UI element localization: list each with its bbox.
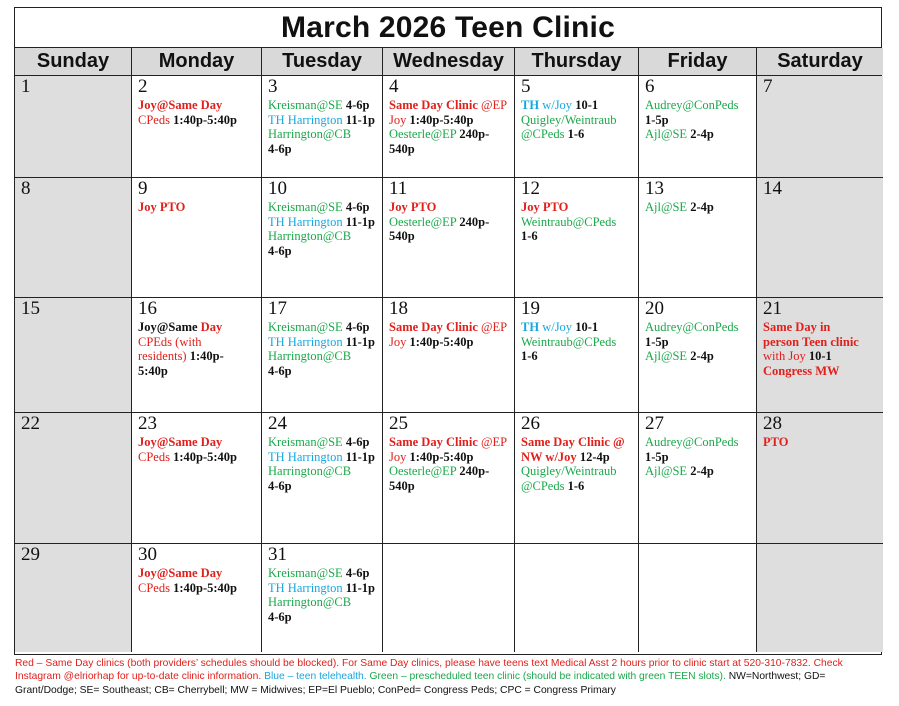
schedule-entry-line bbox=[268, 435, 378, 450]
entry-text: 11-1p bbox=[345, 214, 375, 229]
schedule-entry-line bbox=[268, 200, 378, 215]
entry-text: TH Harrington bbox=[268, 214, 346, 229]
entry-text: 4-6p bbox=[345, 435, 370, 449]
schedule-entry-line bbox=[521, 349, 634, 364]
day-cell-21 bbox=[757, 298, 883, 413]
day-number: 24 bbox=[268, 413, 287, 434]
schedule-entry-line bbox=[268, 244, 378, 259]
entry-text: 1-6 bbox=[567, 478, 585, 493]
entry-text: 240p- bbox=[459, 214, 490, 229]
schedule-entry-line bbox=[389, 127, 510, 142]
day-cell-25 bbox=[383, 413, 515, 544]
entry-text: Same Day Clinic bbox=[389, 320, 482, 334]
day-number: 21 bbox=[763, 298, 782, 319]
entry-text: 1-6 bbox=[521, 349, 538, 364]
entry-text: w/Joy bbox=[542, 98, 576, 112]
schedule-entry-line bbox=[389, 229, 510, 244]
schedule-entry-line bbox=[521, 98, 634, 113]
entry-text: residents) bbox=[138, 349, 190, 364]
entry-text: Harrington@CB bbox=[268, 464, 352, 479]
schedule-entry-line bbox=[389, 335, 510, 350]
entry-text: 240p- bbox=[459, 464, 490, 479]
entry-text: Same Day in bbox=[763, 320, 831, 334]
day-number: 12 bbox=[521, 178, 540, 199]
schedule-entry-line bbox=[521, 464, 634, 479]
entry-text: 1:40p-5:40p bbox=[409, 449, 474, 464]
entry-text: CPEds (with bbox=[138, 334, 202, 349]
entry-text: TH bbox=[521, 320, 543, 334]
entry-text: 4-6p bbox=[268, 478, 292, 493]
entry-text: 10-1 bbox=[808, 349, 832, 364]
legend-text: Green – prescheduled teen clinic (should be indicated with green TEEN slots). bbox=[369, 671, 729, 683]
entry-text: CPeds bbox=[138, 112, 174, 127]
entry-text: Harrington@CB bbox=[268, 229, 352, 244]
schedule-entry-line bbox=[268, 215, 378, 230]
schedule-entry-line bbox=[268, 127, 378, 142]
schedule-entry-line bbox=[389, 320, 510, 335]
entry-text: 4-6p bbox=[268, 363, 292, 378]
schedule-entry-line bbox=[268, 464, 378, 479]
day-cell-20 bbox=[639, 298, 757, 413]
day-cell-1 bbox=[15, 76, 132, 178]
entry-text: Joy bbox=[389, 449, 410, 464]
schedule-entry-line bbox=[521, 320, 634, 335]
schedule-entry-line bbox=[138, 113, 257, 128]
day-cell-16 bbox=[132, 298, 262, 413]
entry-text: Quigley/Weintraub bbox=[521, 464, 617, 479]
entry-text: Joy@Same Day bbox=[138, 98, 223, 112]
schedule-entry-line bbox=[645, 435, 752, 450]
day-cell-26 bbox=[515, 413, 639, 544]
calendar bbox=[14, 7, 882, 655]
schedule-entry-line bbox=[389, 98, 510, 113]
entry-text: 12-4p bbox=[579, 449, 610, 464]
weekday-friday: Friday bbox=[639, 48, 757, 75]
schedule-entry-line bbox=[763, 364, 879, 379]
day-cell-31 bbox=[262, 544, 383, 652]
entry-text: Joy PTO bbox=[521, 200, 569, 214]
entry-text: 1-6 bbox=[567, 127, 585, 142]
day-cell-29 bbox=[15, 544, 132, 652]
schedule-entry-line bbox=[138, 200, 257, 215]
entry-text: 540p bbox=[389, 229, 415, 244]
day-cell-3 bbox=[262, 76, 383, 178]
day-cell-10 bbox=[262, 178, 383, 298]
entry-text: CPeds bbox=[138, 580, 174, 595]
day-number: 16 bbox=[138, 298, 157, 319]
entry-text: Ajl@SE bbox=[645, 464, 691, 479]
schedule-entry-line bbox=[645, 464, 752, 479]
legend-text: NW=Northwest; GD= Grant/Dodge; SE= Southeast; CB= Cherrybell; MW = Midwives; EP=El Pueblo; ConPed= Congress Peds; CPC = Congress Primary bbox=[15, 671, 826, 696]
schedule-entry-line bbox=[645, 98, 752, 113]
day-number: 25 bbox=[389, 413, 408, 434]
day-cell-11 bbox=[383, 178, 515, 298]
day-number: 9 bbox=[138, 178, 148, 199]
entry-text: Audrey@ConPeds bbox=[645, 435, 739, 449]
day-number: 19 bbox=[521, 298, 540, 319]
empty-day-cell bbox=[757, 544, 883, 652]
weekday-tuesday: Tuesday bbox=[262, 48, 383, 75]
entry-text: 1-6 bbox=[521, 229, 538, 244]
entry-text: with Joy bbox=[763, 349, 809, 364]
schedule-entry-line bbox=[521, 229, 634, 244]
entry-text: Joy PTO bbox=[389, 200, 437, 214]
entry-text: Oesterle@EP bbox=[389, 214, 460, 229]
entry-text: 4-6p bbox=[268, 141, 292, 156]
day-number: 20 bbox=[645, 298, 664, 319]
legend-text: Red – Same Day clinics (both providers’ schedules should be blocked). For Same Day clinics, please have teens text Medical Asst 2 hours prior to clinic start at 520-310-7832. Check Instagram @elriorhap for up-to-date clinic information. bbox=[15, 658, 843, 683]
day-cell-24 bbox=[262, 413, 383, 544]
schedule-entry-line bbox=[645, 335, 752, 350]
day-number: 10 bbox=[268, 178, 287, 199]
schedule-entry-line bbox=[763, 335, 879, 350]
entry-text: 1-5p bbox=[645, 449, 669, 464]
entry-text: 1-5p bbox=[645, 112, 669, 127]
day-number: 23 bbox=[138, 413, 157, 434]
schedule-entry-line bbox=[521, 215, 634, 230]
schedule-entry-line bbox=[763, 320, 879, 335]
schedule-entry-line bbox=[138, 566, 257, 581]
weekday-saturday: Saturday bbox=[757, 48, 883, 75]
day-number: 18 bbox=[389, 298, 408, 319]
schedule-entry-line bbox=[268, 566, 378, 581]
entry-text: TH Harrington bbox=[268, 449, 346, 464]
schedule-entry-line bbox=[268, 450, 378, 465]
entry-text: NW w/Joy bbox=[521, 449, 580, 464]
entry-text: @EP bbox=[481, 435, 508, 449]
entry-text: 1:40p-5:40p bbox=[173, 449, 237, 464]
entry-text: TH Harrington bbox=[268, 334, 346, 349]
entry-text: Ajl@SE bbox=[645, 127, 691, 142]
entry-text: Harrington@CB bbox=[268, 595, 352, 610]
day-cell-17 bbox=[262, 298, 383, 413]
entry-text: 2-4p bbox=[690, 127, 714, 142]
schedule-entry-line bbox=[268, 98, 378, 113]
schedule-entry-line bbox=[138, 349, 257, 364]
entry-text: Kreisman@SE bbox=[268, 200, 346, 214]
day-cell-7 bbox=[757, 76, 883, 178]
entry-text: 4-6p bbox=[345, 200, 370, 214]
day-cell-30 bbox=[132, 544, 262, 652]
entry-text: Joy bbox=[389, 334, 410, 349]
day-cell-28 bbox=[757, 413, 883, 544]
weekday-thursday: Thursday bbox=[515, 48, 639, 75]
entry-text: 1:40p- bbox=[189, 349, 224, 364]
day-number: 8 bbox=[21, 178, 31, 199]
entry-text: Oesterle@EP bbox=[389, 127, 460, 142]
entry-text: 1:40p-5:40p bbox=[409, 334, 474, 349]
entry-text: Same Day Clinic bbox=[389, 435, 482, 449]
entry-text: Joy@Same bbox=[138, 320, 201, 334]
entry-text: Quigley/Weintraub bbox=[521, 112, 617, 127]
entry-text: CPeds bbox=[138, 449, 174, 464]
entry-text: 10-1 bbox=[575, 98, 599, 112]
day-number: 3 bbox=[268, 76, 278, 97]
schedule-entry-line bbox=[268, 610, 378, 625]
entry-text: 2-4p bbox=[690, 349, 714, 364]
day-cell-18 bbox=[383, 298, 515, 413]
entry-text: Harrington@CB bbox=[268, 349, 352, 364]
entry-text: 4-6p bbox=[268, 609, 292, 624]
day-number: 28 bbox=[763, 413, 782, 434]
empty-day-cell bbox=[515, 544, 639, 652]
day-number: 7 bbox=[763, 76, 773, 97]
day-cell-2 bbox=[132, 76, 262, 178]
entry-text: 4-6p bbox=[345, 566, 370, 580]
empty-day-cell bbox=[383, 544, 515, 652]
entry-text: 4-6p bbox=[345, 98, 370, 112]
schedule-entry-line bbox=[138, 450, 257, 465]
schedule-entry-line bbox=[521, 335, 634, 350]
day-number: 13 bbox=[645, 178, 664, 199]
entry-text: Joy bbox=[389, 112, 410, 127]
entry-text: @EP bbox=[481, 98, 508, 112]
day-number: 2 bbox=[138, 76, 148, 97]
schedule-entry-line bbox=[645, 320, 752, 335]
entry-text: Kreisman@SE bbox=[268, 98, 346, 112]
entry-text: w/Joy bbox=[542, 320, 576, 334]
day-cell-19 bbox=[515, 298, 639, 413]
entry-text: 10-1 bbox=[575, 320, 599, 334]
schedule-entry-line bbox=[645, 349, 752, 364]
schedule-entry-line bbox=[645, 113, 752, 128]
entry-text: Weintraub@CPeds bbox=[521, 334, 617, 349]
schedule-entry-line bbox=[268, 349, 378, 364]
entry-text: 2-4p bbox=[690, 200, 714, 214]
day-number: 14 bbox=[763, 178, 782, 199]
entry-text: 540p bbox=[389, 478, 415, 493]
schedule-entry-line bbox=[521, 127, 634, 142]
schedule-entry-line bbox=[268, 229, 378, 244]
schedule-entry-line bbox=[389, 215, 510, 230]
entry-text: 1:40p-5:40p bbox=[173, 580, 237, 595]
day-number: 15 bbox=[21, 298, 40, 319]
schedule-entry-line bbox=[268, 113, 378, 128]
day-number: 6 bbox=[645, 76, 655, 97]
schedule-entry-line bbox=[521, 435, 634, 450]
entry-text: Kreisman@SE bbox=[268, 320, 346, 334]
calendar-grid bbox=[15, 76, 881, 652]
entry-text: 1:40p-5:40p bbox=[409, 112, 474, 127]
schedule-entry-line bbox=[138, 581, 257, 596]
day-cell-23 bbox=[132, 413, 262, 544]
schedule-entry-line bbox=[389, 200, 510, 215]
day-number: 29 bbox=[21, 544, 40, 565]
entry-text: Day bbox=[200, 320, 223, 334]
schedule-entry-line bbox=[389, 479, 510, 494]
day-cell-6 bbox=[639, 76, 757, 178]
entry-text: Same Day Clinic bbox=[389, 98, 482, 112]
entry-text: Congress MW bbox=[763, 363, 840, 378]
day-cell-13 bbox=[639, 178, 757, 298]
day-number: 27 bbox=[645, 413, 664, 434]
day-number: 31 bbox=[268, 544, 287, 565]
entry-text: Oesterle@EP bbox=[389, 464, 460, 479]
schedule-entry-line bbox=[138, 98, 257, 113]
day-cell-15 bbox=[15, 298, 132, 413]
entry-text: Ajl@SE bbox=[645, 200, 691, 214]
entry-text: Joy PTO bbox=[138, 200, 186, 214]
entry-text: 540p bbox=[389, 141, 415, 156]
entry-text: 2-4p bbox=[690, 464, 714, 479]
entry-text: Audrey@ConPeds bbox=[645, 98, 739, 112]
day-cell-27 bbox=[639, 413, 757, 544]
day-cell-8 bbox=[15, 178, 132, 298]
entry-text: @EP bbox=[481, 320, 508, 334]
schedule-entry-line bbox=[389, 435, 510, 450]
schedule-entry-line bbox=[521, 200, 634, 215]
schedule-entry-line bbox=[138, 320, 257, 335]
schedule-entry-line bbox=[521, 479, 634, 494]
day-cell-22 bbox=[15, 413, 132, 544]
entry-text: TH bbox=[521, 98, 543, 112]
schedule-entry-line bbox=[521, 113, 634, 128]
entry-text: Ajl@SE bbox=[645, 349, 691, 364]
calendar-title: March 2026 Teen Clinic bbox=[15, 8, 881, 48]
schedule-entry-line bbox=[268, 320, 378, 335]
entry-text: Joy@Same Day bbox=[138, 566, 223, 580]
schedule-entry-line bbox=[521, 450, 634, 465]
weekday-sunday: Sunday bbox=[15, 48, 132, 75]
schedule-entry-line bbox=[389, 464, 510, 479]
entry-text: 240p- bbox=[459, 127, 490, 142]
entry-text: Harrington@CB bbox=[268, 127, 352, 142]
day-number: 30 bbox=[138, 544, 157, 565]
entry-text: 1-5p bbox=[645, 334, 669, 349]
day-cell-4 bbox=[383, 76, 515, 178]
day-cell-12 bbox=[515, 178, 639, 298]
entry-text: 11-1p bbox=[345, 580, 375, 595]
entry-text: Same Day Clinic @ bbox=[521, 435, 625, 449]
schedule-entry-line bbox=[763, 435, 879, 450]
entry-text: TH Harrington bbox=[268, 580, 346, 595]
schedule-entry-line bbox=[645, 200, 752, 215]
entry-text: 5:40p bbox=[138, 363, 168, 378]
entry-text: Joy@Same Day bbox=[138, 435, 223, 449]
entry-text: @CPeds bbox=[521, 127, 568, 142]
schedule-entry-line bbox=[763, 349, 879, 364]
day-number: 4 bbox=[389, 76, 399, 97]
schedule-entry-line bbox=[268, 595, 378, 610]
schedule-entry-line bbox=[268, 335, 378, 350]
schedule-entry-line bbox=[268, 364, 378, 379]
weekday-monday: Monday bbox=[132, 48, 262, 75]
day-cell-9 bbox=[132, 178, 262, 298]
schedule-entry-line bbox=[389, 113, 510, 128]
entry-text: Weintraub@CPeds bbox=[521, 214, 617, 229]
schedule-entry-line bbox=[268, 581, 378, 596]
day-cell-14 bbox=[757, 178, 883, 298]
day-number: 22 bbox=[21, 413, 40, 434]
color-legend bbox=[15, 657, 887, 697]
entry-text: Kreisman@SE bbox=[268, 566, 346, 580]
entry-text: 11-1p bbox=[345, 112, 375, 127]
day-number: 17 bbox=[268, 298, 287, 319]
schedule-entry-line bbox=[389, 142, 510, 157]
weekday-wednesday: Wednesday bbox=[383, 48, 515, 75]
weekday-header-row bbox=[15, 48, 881, 76]
schedule-entry-line bbox=[138, 335, 257, 350]
entry-text: PTO bbox=[763, 435, 789, 449]
entry-text: Audrey@ConPeds bbox=[645, 320, 739, 334]
schedule-entry-line bbox=[138, 435, 257, 450]
entry-text: 4-6p bbox=[268, 243, 292, 258]
entry-text: 11-1p bbox=[345, 334, 375, 349]
schedule-entry-line bbox=[645, 450, 752, 465]
empty-day-cell bbox=[639, 544, 757, 652]
day-cell-5 bbox=[515, 76, 639, 178]
entry-text: 1:40p-5:40p bbox=[173, 112, 237, 127]
entry-text: TH Harrington bbox=[268, 112, 346, 127]
day-number: 5 bbox=[521, 76, 531, 97]
legend-text: Blue – teen telehealth. bbox=[264, 671, 370, 683]
entry-text: 4-6p bbox=[345, 320, 370, 334]
day-number: 1 bbox=[21, 76, 31, 97]
schedule-entry-line bbox=[268, 142, 378, 157]
day-number: 26 bbox=[521, 413, 540, 434]
entry-text: person Teen clinic bbox=[763, 334, 859, 349]
schedule-entry-line bbox=[645, 127, 752, 142]
schedule-entry-line bbox=[389, 450, 510, 465]
day-number: 11 bbox=[389, 178, 408, 199]
schedule-entry-line bbox=[138, 364, 257, 379]
entry-text: 11-1p bbox=[345, 449, 375, 464]
entry-text: Kreisman@SE bbox=[268, 435, 346, 449]
entry-text: @CPeds bbox=[521, 478, 568, 493]
schedule-entry-line bbox=[268, 479, 378, 494]
